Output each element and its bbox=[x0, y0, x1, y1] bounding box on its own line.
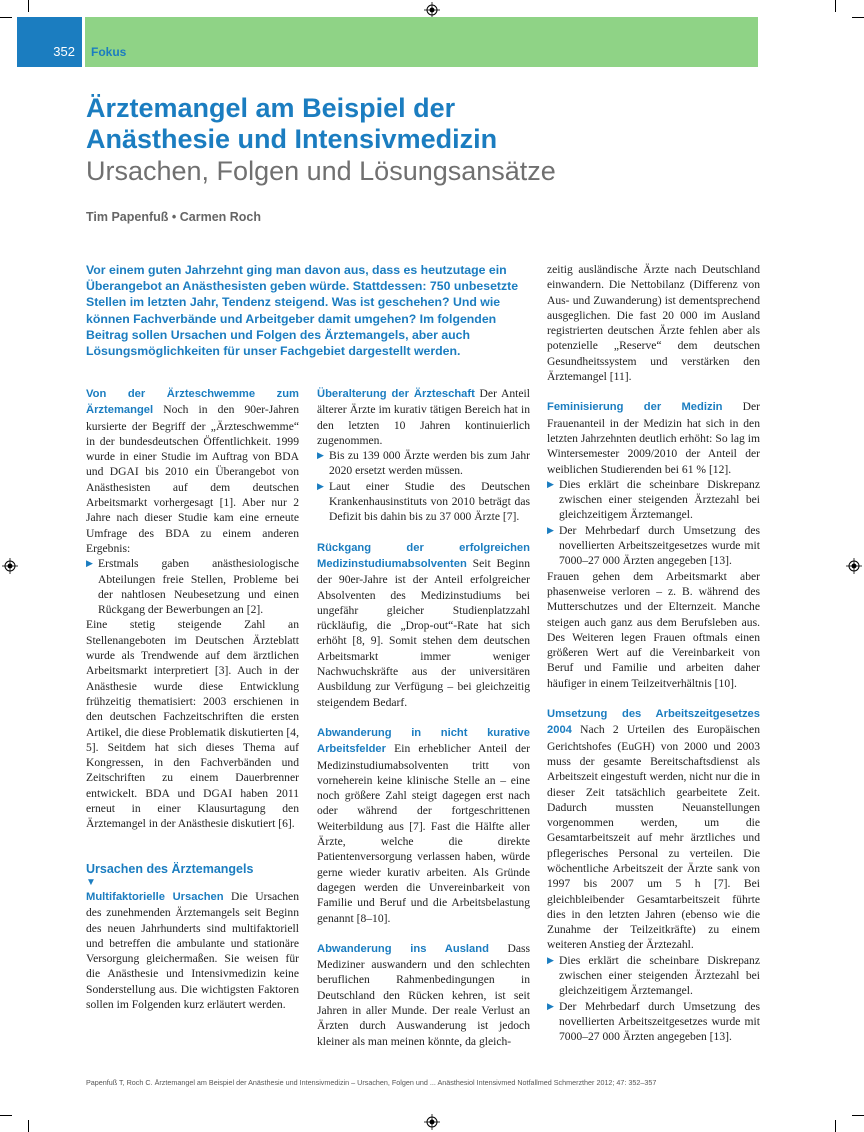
bullet-icon: ▶ bbox=[317, 450, 324, 461]
paragraph: zeitig ausländische Ärzte nach Deutschland einwandern. Die Nettobilanz (Differenz von Aus- und Zuwanderung) ist dementsprechend ausgeglichen. Die fast 20 000 im Ausland registrierten deutschen Ärzte fehlen aber als potenzielle „Reserve“ dem deutschen Gesundheitssystem und verstärken den Ärztemangel [11]. bbox=[547, 263, 760, 384]
registration-mark-icon bbox=[2, 558, 18, 574]
bullet-icon: ▶ bbox=[547, 524, 554, 535]
crop-mark bbox=[28, 1120, 29, 1132]
list-item-text: Dies erklärt die scheinbare Diskrepanz zwischen einer steigenden Ärztezahl bei gleichzeitigem Ärztemangel. bbox=[559, 477, 760, 522]
paragraph-text: Ein erheblicher Anteil der Medizinstudiumabsolventen tritt von vorneherein keine klinische Stelle an – eine noch größere Zahl steigt dagegen erst nach oder während der fortgeschrittenen Weiterbildung aus [7]. Fast die Hälfte aller Ärzte, welche die direkte Patientenversorgung verlassen haben, würde gerne wieder kurativ arbeiten. Als Gründe dagegen werden die Unvereinbarkeit von Familie und Beruf und die Arbeitsbelastung genannt [8–10]. bbox=[317, 742, 530, 925]
paragraph bbox=[317, 386, 530, 448]
paragraph-heading: Multifaktorielle Ursachen bbox=[86, 890, 224, 903]
list-item bbox=[547, 999, 760, 1045]
paragraph-text: Seit Beginn der 90er-Jahre ist der Anteil erfolgreicher Absolventen des Medizinstudiums bei ungefähr gleicher Studienplatzzahl rückläufig, die „Drop-out“-Rate hat sich erhöht [8, 9]. Somit stehen dem deutschen Arbeitsmarkt immer weniger Nachwuchskräfte aus der universitären Ausbildung zur Verfügung – bei gleichzeitig steigendem Bedarf. bbox=[317, 556, 530, 709]
crop-mark bbox=[0, 1115, 12, 1116]
list-item bbox=[86, 556, 299, 617]
paragraph-heading: Abwanderung in nicht kurative Arbeitsfelder bbox=[317, 726, 530, 756]
paragraph bbox=[547, 399, 760, 476]
paragraph-text: Der Anteil älterer Ärzte im kurativ tätigen Bereich hat in den letzten 10 Jahren kontinuierlich zugenommen. bbox=[317, 387, 530, 447]
paragraph-heading: Feminisierung der Medizin bbox=[547, 401, 723, 414]
title-line: Anästhesie und Intensivmedizin bbox=[86, 124, 498, 154]
page-number: 352 bbox=[53, 44, 75, 59]
registration-mark-icon bbox=[424, 2, 440, 18]
article-subtitle: Ursachen, Folgen und Lösungsansätze bbox=[86, 156, 556, 186]
paragraph bbox=[547, 706, 760, 953]
list-item-text: Bis zu 139 000 Ärzte werden bis zum Jahr 2020 ersetzt werden müssen. bbox=[329, 449, 530, 478]
paragraph bbox=[86, 889, 299, 1012]
crop-mark bbox=[28, 0, 29, 12]
paragraph-text: Nach 2 Urteilen des Europäischen Gerichtshofes (EuGH) von 2000 und 2003 muss der gesamte Bereitschaftsdienst als Arbeitszeit eingestuft werden, nicht nur die in dieser Zeit tatsächlich gearbeitete Zeit. Dadurch mussten Neuanstellungen vorgenommen werden, um die Gesamtarbeitszeit auf mehr ärztliches und pflegerisches Personal zu verteilen. Die wöchentliche Arbeitszeit der Ärzte sank von 1997 bis 2007 um 5 h [7]. Bei gleichbleibender Gesamtarbeitszeit führte dies in den letzten Jahren (ebenso wie die Zunahme der Teilzeitkräfte) zu einem weiteren Anstieg der Ärztezahl. bbox=[547, 723, 760, 952]
text-column-2 bbox=[317, 386, 530, 1049]
paragraph bbox=[317, 540, 530, 710]
paragraph-text: Noch in den 90er-Jahren kursierte der Begriff der „Ärzteschwemme“ in der bundesdeutschen Öffentlichkeit. 1999 wurde in einer Studie im Auftrag von BDA und DGAI bis 2010 ein Überangebot von Anästhesisten auf dem deutschen Arbeitsmarkt vorhergesagt [1]. Aber nur 2 Jahre nach dieser Studie kam eine erneute Umfrage des BDA zu einem anderen Ergebnis: bbox=[86, 403, 299, 555]
crop-mark bbox=[852, 17, 864, 18]
list-item-text: Der Mehrbedarf durch Umsetzung des novellierten Arbeitszeitgesetzes wurde mit 7000–27 000 Ärzten angegeben [13]. bbox=[559, 999, 760, 1044]
text-column-1 bbox=[86, 386, 299, 1012]
list-item-text: Erstmals gaben anästhesiologische Abteilungen freie Stellen, Probleme bei der nahtlosen Neubesetzung und einen Rückgang der Bewerbungen an [2]. bbox=[98, 557, 299, 617]
paragraph-heading: Rückgang der erfolgreichen Medizinstudiumabsolventen bbox=[317, 541, 530, 570]
paragraph-heading: Von der Ärzteschwemme zum Ärztemangel bbox=[86, 388, 299, 417]
paragraph bbox=[317, 725, 530, 926]
bullet-icon: ▶ bbox=[547, 1000, 554, 1011]
crop-mark bbox=[852, 1115, 864, 1116]
list-item-text: Dies erklärt die scheinbare Diskrepanz zwischen einer steigenden Ärztezahl bei gleichzeitigem Ärztemangel. bbox=[559, 953, 760, 998]
article-authors: Tim Papenfuß • Carmen Roch bbox=[86, 210, 262, 224]
list-item bbox=[547, 477, 760, 523]
registration-mark-icon bbox=[424, 1114, 440, 1130]
crop-mark bbox=[0, 17, 12, 18]
list-item bbox=[547, 953, 760, 999]
list-item bbox=[547, 523, 760, 569]
bullet-list bbox=[547, 477, 760, 569]
registration-mark-icon bbox=[846, 558, 862, 574]
bullet-icon: ▶ bbox=[86, 558, 93, 569]
paragraph-heading: Überalterung der Ärzteschaft bbox=[317, 388, 475, 400]
page-number-box bbox=[17, 17, 82, 67]
section-triangle-icon: ▼ bbox=[86, 876, 96, 888]
bullet-list bbox=[86, 556, 299, 617]
bullet-icon: ▶ bbox=[547, 954, 554, 965]
paragraph: Frauen gehen dem Arbeitsmarkt aber phasenweise verloren – z. B. während des Mutterschutzes und der Elternzeit. Manche steigen auch ganz aus dem Berufsleben aus. Des Weiteren legen Frauen oftmals einen größeren Wert auf die Vereinbarkeit von Beruf und Familie und arbeiten daher häufiger in einem Teilzeitverhältnis [10]. bbox=[547, 569, 760, 690]
crop-mark bbox=[835, 1120, 836, 1132]
section-banner bbox=[85, 17, 758, 67]
list-item bbox=[317, 479, 530, 525]
bullet-icon: ▶ bbox=[317, 480, 324, 491]
title-line: Ärztemangel am Beispiel der bbox=[86, 93, 456, 123]
paragraph-text: Der Frauenanteil in der Medizin hat sich in den letzten Jahrzehnten deutlich erhöht: So lag im Wintersemester 2009/2010 der Anteil der weiblichen Studierenden bei 61 % [12]. bbox=[547, 400, 760, 476]
paragraph-heading: Umsetzung des Arbeitszeitgesetzes 2004 bbox=[547, 708, 760, 737]
paragraph-heading: Abwanderung ins Ausland bbox=[317, 942, 489, 955]
bullet-list bbox=[547, 953, 760, 1045]
list-item-text: Laut einer Studie des Deutschen Krankenhausinstituts von 2010 beträgt das Defizit bis dahin bis zu 37 000 Ärzte [7]. bbox=[329, 479, 530, 524]
paragraph bbox=[86, 386, 299, 556]
paragraph-text: Die Ursachen des zunehmenden Ärztemangels seit Beginn des neuen Jahrhunderts sind multifaktoriell und betreffen die ambulante und stationäre Versorgung gleichermaßen. Sie weisen für die Anästhesie und Intensivmedizin keine Sonderstellung aus. Die wichtigsten Faktoren sollen im Folgenden kurz erläutert werden. bbox=[86, 889, 299, 1011]
list-item bbox=[317, 448, 530, 479]
article-title bbox=[86, 93, 766, 155]
lead-paragraph: Vor einem guten Jahrzehnt ging man davon aus, dass es heutzutage ein Überangebot an Anästhesisten geben würde. Stattdessen: 750 unbesetzte Stellen im letzten Jahr, Tendenz steigend. Was ist geschehen? Und wie können Fachverbände und Arbeitgeber damit umgehen? Im folgenden Beitrag sollen Ursachen und Folgen des Ärztemangels, aber auch Lösungsmöglichkeiten für unser Fachgebiet dargestellt werden. bbox=[86, 263, 519, 359]
paragraph-text: Dass Mediziner auswandern und den schlechten beruflichen Rahmenbedingungen in Deutschland den Rücken kehren, ist seit Jahren in aller Munde. Der reale Verlust an Ärzten durch Auswanderung ist jedoch kleiner als man meinen könnte, da gleich- bbox=[317, 941, 530, 1048]
bullet-icon: ▶ bbox=[547, 478, 554, 489]
list-item-text: Der Mehrbedarf durch Umsetzung des novellierten Arbeitszeitgesetzes wurde mit 7000–27 000 Ärzten angegeben [13]. bbox=[559, 523, 760, 568]
paragraph bbox=[317, 941, 530, 1049]
bullet-list bbox=[317, 448, 530, 524]
paragraph: Eine stetig steigende Zahl an Stellenangeboten im Deutschen Ärzteblatt wurde als Trendwende auf dem ärztlichen Arbeitsmarkt interpretiert [3]. Auch in der Anästhesie wurde diese Entwicklung frühzeitig thematisiert: 2003 erschienen in den deutschen Fachzeitschriften die ersten Artikel, die diese Problematik diskutierten [4, 5]. Seitdem hat sich dieses Thema auf Kongressen, in den Fachverbänden und Zeitschriften zu einem Dauerbrenner entwickelt. BDA und DGAI haben 2011 erneut in einer Klausurtagung den Ärztemangel in der Anästhesie diskutiert [6]. bbox=[86, 618, 299, 831]
text-column-3 bbox=[547, 262, 760, 1045]
citation-footer: Papenfuß T, Roch C. Ärztemangel am Beispiel der Anästhesie und Intensivmedizin – Ursachen, Folgen und ... Anästhesiol Intensivmed Notfallmed Schmerzther 2012; 47: 352–357 bbox=[86, 1078, 657, 1087]
section-label: Fokus bbox=[91, 45, 127, 59]
section-heading: Ursachen des Ärztemangels bbox=[86, 861, 254, 876]
crop-mark bbox=[835, 0, 836, 12]
